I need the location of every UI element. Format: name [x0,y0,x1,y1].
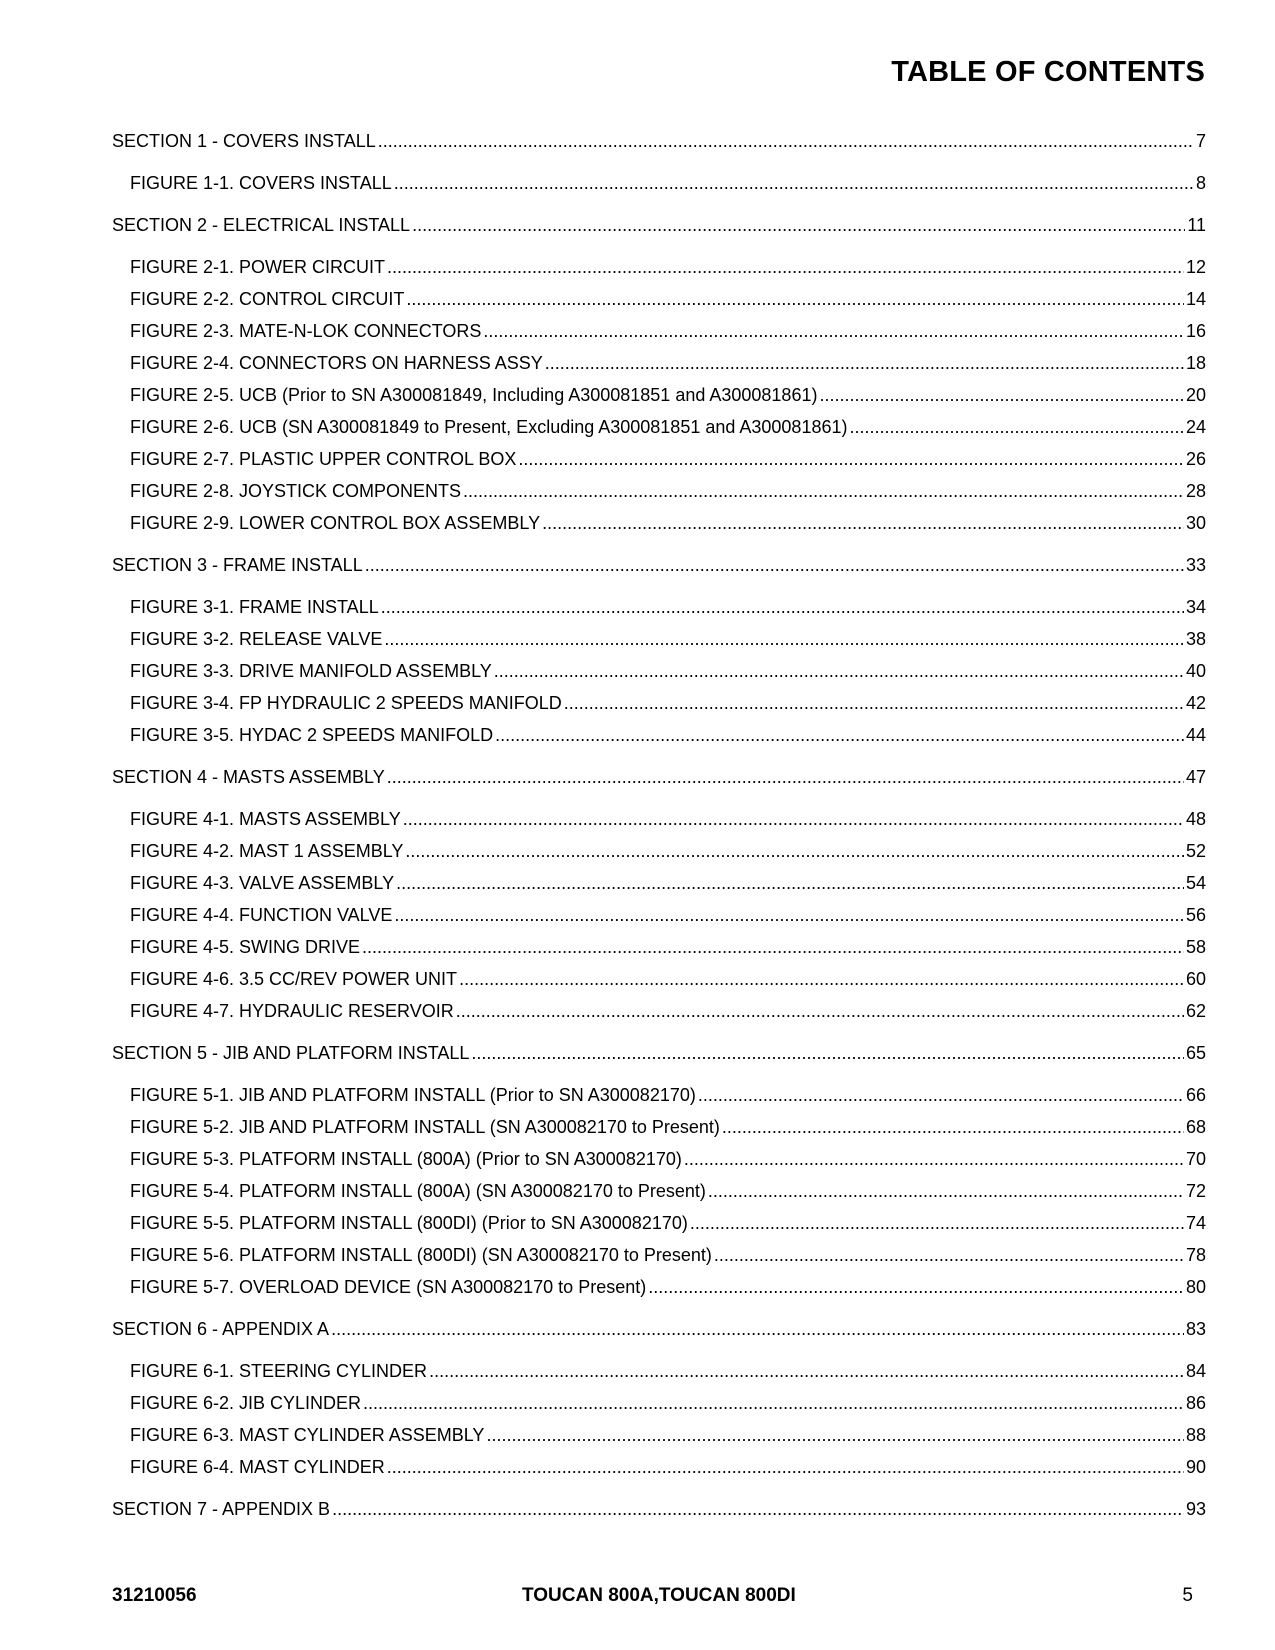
toc-entry-label: SECTION 5 - JIB AND PLATFORM INSTALL [112,1043,470,1063]
toc-figure-entry[interactable] [112,724,1206,746]
toc-entry-label: FIGURE 5-5. PLATFORM INSTALL (800DI) (Prior to SN A300082170) [130,1213,688,1233]
dot-leader [362,936,1184,958]
toc-figure-entry[interactable] [112,808,1206,830]
dot-leader [714,1244,1184,1266]
dot-leader [381,596,1184,618]
toc-figure-entry[interactable] [112,628,1206,650]
toc-entry-label: FIGURE 5-1. JIB AND PLATFORM INSTALL (Prior to SN A300082170) [130,1085,696,1105]
toc-section-entry[interactable] [112,766,1206,788]
toc-entry-page-number: 74 [1185,1213,1206,1233]
dot-leader [564,692,1184,714]
dot-leader [463,480,1184,502]
toc-entry-page-number: 40 [1185,661,1206,681]
toc-section-entry[interactable] [112,130,1206,152]
dot-leader [648,1276,1184,1298]
dot-leader [412,214,1185,236]
toc-entry-label: FIGURE 1-1. COVERS INSTALL [130,173,392,193]
toc-figure-entry[interactable] [112,660,1206,682]
dot-leader [331,1318,1184,1340]
toc-entry-page-number: 42 [1185,693,1206,713]
toc-entry-page-number: 44 [1185,725,1206,745]
toc-entry-label: FIGURE 2-3. MATE-N-LOK CONNECTORS [130,321,482,341]
toc-figure-entry[interactable] [112,1276,1206,1298]
toc-entry-page-number: 11 [1187,215,1206,235]
toc-entry-page-number: 86 [1185,1393,1206,1413]
dot-leader [363,1392,1184,1414]
toc-figure-entry[interactable] [112,596,1206,618]
toc-entry-label: FIGURE 3-1. FRAME INSTALL [130,597,379,617]
toc-entry-label: FIGURE 2-4. CONNECTORS ON HARNESS ASSY [130,353,543,373]
toc-entry-page-number: 58 [1185,937,1206,957]
dot-leader [394,172,1194,194]
toc-entry-page-number: 62 [1185,1001,1206,1021]
toc-entry-page-number: 38 [1185,629,1206,649]
toc-entry-page-number: 56 [1185,905,1206,925]
dot-leader [494,660,1184,682]
dot-leader [384,628,1184,650]
dot-leader [387,256,1184,278]
toc-figure-entry[interactable] [112,256,1206,278]
toc-figure-entry[interactable] [112,1424,1206,1446]
dot-leader [365,554,1184,576]
toc-figure-entry[interactable] [112,1244,1206,1266]
toc-figure-entry[interactable] [112,692,1206,714]
toc-section-entry[interactable] [112,214,1206,236]
toc-entry-page-number: 30 [1185,513,1206,533]
toc-figure-entry[interactable] [112,936,1206,958]
toc-figure-entry[interactable] [112,384,1206,406]
page-title: TABLE OF CONTENTS [891,56,1205,88]
toc-figure-entry[interactable] [112,288,1206,310]
toc-figure-entry[interactable] [112,416,1206,438]
toc-entry-page-number: 48 [1185,809,1206,829]
toc-entry-label: FIGURE 4-4. FUNCTION VALVE [130,905,393,925]
footer-model-name: TOUCAN 800A,TOUCAN 800DI [522,1585,796,1606]
toc-entry-label: FIGURE 4-5. SWING DRIVE [130,937,361,957]
toc-figure-entry[interactable] [112,448,1206,470]
toc-figure-entry[interactable] [112,872,1206,894]
toc-entry-label: SECTION 7 - APPENDIX B [112,1499,331,1519]
toc-figure-entry[interactable] [112,1180,1206,1202]
toc-entry-label: FIGURE 3-3. DRIVE MANIFOLD ASSEMBLY [130,661,492,681]
toc-entry-page-number: 52 [1185,841,1206,861]
toc-entry-label: FIGURE 5-7. OVERLOAD DEVICE (SN A300082170 to Present) [130,1277,647,1297]
toc-entry-label: FIGURE 4-7. HYDRAULIC RESERVOIR [130,1001,454,1021]
toc-entry-page-number: 26 [1185,449,1206,469]
toc-figure-entry[interactable] [112,320,1206,342]
toc-figure-entry[interactable] [112,1212,1206,1234]
toc-entry-label: FIGURE 2-7. PLASTIC UPPER CONTROL BOX [130,449,517,469]
toc-entry-page-number: 14 [1185,289,1206,309]
toc-entry-page-number: 83 [1185,1319,1206,1339]
toc-entry-label: FIGURE 6-1. STEERING CYLINDER [130,1361,428,1381]
dot-leader [387,766,1184,788]
toc-entry-page-number: 80 [1185,1277,1206,1297]
dot-leader [406,288,1184,310]
dot-leader [684,1148,1184,1170]
toc-figure-entry[interactable] [112,1456,1206,1478]
toc-entry-label: FIGURE 5-3. PLATFORM INSTALL (800A) (Prior to SN A300082170) [130,1149,682,1169]
footer-doc-number: 31210056 [112,1585,197,1606]
dot-leader [456,1000,1184,1022]
toc-entry-page-number: 12 [1185,257,1206,277]
toc-entry-page-number: 16 [1185,321,1206,341]
dot-leader [471,1042,1184,1064]
toc-figure-entry[interactable] [112,1392,1206,1414]
toc-entry-label: SECTION 2 - ELECTRICAL INSTALL [112,215,411,235]
dot-leader [545,352,1184,374]
toc-figure-entry[interactable] [112,1000,1206,1022]
toc-figure-entry[interactable] [112,480,1206,502]
toc-entry-label: FIGURE 3-2. RELEASE VALVE [130,629,383,649]
toc-figure-entry[interactable] [112,1360,1206,1382]
toc-entry-page-number: 90 [1185,1457,1206,1477]
dot-leader [394,904,1184,926]
toc-entry-page-number: 78 [1185,1245,1206,1265]
toc-entry-page-number: 54 [1185,873,1206,893]
toc-entry-label: FIGURE 2-8. JOYSTICK COMPONENTS [130,481,462,501]
toc-entry-page-number: 24 [1185,417,1206,437]
toc-entry-page-number: 66 [1185,1085,1206,1105]
toc-figure-entry[interactable] [112,904,1206,926]
toc-entry-page-number: 93 [1185,1499,1206,1519]
dot-leader [403,808,1184,830]
toc-figure-entry[interactable] [112,1148,1206,1170]
toc-section-entry[interactable] [112,1318,1206,1340]
toc-entry-label: FIGURE 4-2. MAST 1 ASSEMBLY [130,841,404,861]
toc-entry-label: SECTION 1 - COVERS INSTALL [112,131,376,151]
toc-entry-label: FIGURE 6-3. MAST CYLINDER ASSEMBLY [130,1425,485,1445]
toc-figure-entry[interactable] [112,968,1206,990]
toc-entry-page-number: 68 [1185,1117,1206,1137]
toc-section-entry[interactable] [112,1042,1206,1064]
toc-entry-page-number: 65 [1185,1043,1206,1063]
toc-entry-label: FIGURE 5-6. PLATFORM INSTALL (800DI) (SN A300082170 to Present) [130,1245,712,1265]
dot-leader [849,416,1183,438]
toc-figure-entry[interactable] [112,512,1206,534]
dot-leader [708,1180,1184,1202]
toc-entry-label: FIGURE 2-5. UCB (Prior to SN A300081849, Including A300081851 and A300081861) [130,385,818,405]
toc-entry-label: SECTION 6 - APPENDIX A [112,1319,330,1339]
dot-leader [483,320,1184,342]
toc-entry-page-number: 70 [1185,1149,1206,1169]
dot-leader [690,1212,1184,1234]
dot-leader [387,1456,1184,1478]
toc-entry-label: SECTION 4 - MASTS ASSEMBLY [112,767,385,787]
toc-entry-label: FIGURE 5-4. PLATFORM INSTALL (800A) (SN A300082170 to Present) [130,1181,706,1201]
toc-entry-page-number: 33 [1185,555,1206,575]
toc-entry-label: FIGURE 2-9. LOWER CONTROL BOX ASSEMBLY [130,513,541,533]
toc-list [112,130,1206,1520]
toc-entry-label: FIGURE 2-1. POWER CIRCUIT [130,257,386,277]
toc-entry-label: FIGURE 3-4. FP HYDRAULIC 2 SPEEDS MANIFOLD [130,693,562,713]
dot-leader [542,512,1184,534]
dot-leader [722,1116,1184,1138]
dot-leader [429,1360,1184,1382]
toc-entry-label: FIGURE 4-3. VALVE ASSEMBLY [130,873,395,893]
toc-entry-page-number: 72 [1185,1181,1206,1201]
toc-entry-label: FIGURE 6-4. MAST CYLINDER [130,1457,385,1477]
toc-entry-label: FIGURE 5-2. JIB AND PLATFORM INSTALL (SN A300082170 to Present) [130,1117,720,1137]
dot-leader [518,448,1184,470]
toc-entry-label: FIGURE 4-6. 3.5 CC/REV POWER UNIT [130,969,458,989]
toc-section-entry[interactable] [112,1498,1206,1520]
toc-entry-label: FIGURE 2-6. UCB (SN A300081849 to Present, Excluding A300081851 and A300081861) [130,417,848,437]
toc-entry-page-number: 84 [1185,1361,1206,1381]
toc-entry-label: FIGURE 3-5. HYDAC 2 SPEEDS MANIFOLD [130,725,494,745]
dot-leader [459,968,1184,990]
page-footer [112,1585,1205,1609]
footer-page-number: 5 [1182,1585,1193,1606]
toc-entry-page-number: 7 [1195,131,1206,151]
toc-entry-page-number: 18 [1185,353,1206,373]
toc-figure-entry[interactable] [112,1084,1206,1106]
toc-entry-label: SECTION 3 - FRAME INSTALL [112,555,363,575]
toc-entry-page-number: 20 [1185,385,1206,405]
dot-leader [332,1498,1184,1520]
toc-figure-entry[interactable] [112,840,1206,862]
dot-leader [495,724,1184,746]
toc-figure-entry[interactable] [112,352,1206,374]
dot-leader [819,384,1184,406]
toc-entry-page-number: 47 [1185,767,1206,787]
toc-entry-page-number: 28 [1185,481,1206,501]
toc-entry-label: FIGURE 2-2. CONTROL CIRCUIT [130,289,405,309]
dot-leader [698,1084,1184,1106]
toc-entry-page-number: 8 [1195,173,1206,193]
toc-figure-entry[interactable] [112,172,1206,194]
dot-leader [378,130,1194,152]
toc-entry-page-number: 88 [1185,1425,1206,1445]
toc-figure-entry[interactable] [112,1116,1206,1138]
toc-entry-label: FIGURE 4-1. MASTS ASSEMBLY [130,809,401,829]
dot-leader [396,872,1184,894]
dot-leader [405,840,1184,862]
toc-entry-page-number: 34 [1185,597,1206,617]
toc-entry-label: FIGURE 6-2. JIB CYLINDER [130,1393,362,1413]
dot-leader [486,1424,1184,1446]
toc-section-entry[interactable] [112,554,1206,576]
toc-entry-page-number: 60 [1185,969,1206,989]
